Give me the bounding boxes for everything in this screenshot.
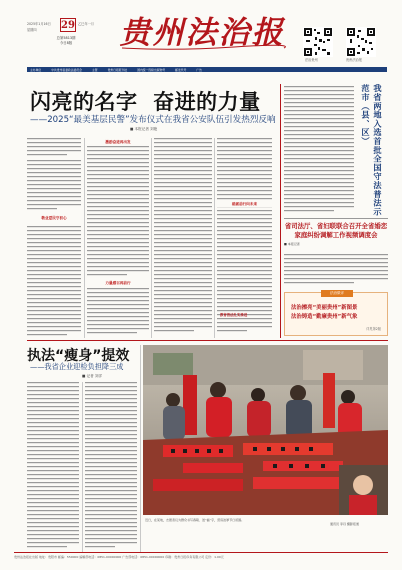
section-head: 砥砺前行向未来 xyxy=(217,202,272,207)
info-bar-item: 贵州日报报刊社 xyxy=(107,67,128,72)
column-divider xyxy=(151,138,152,338)
right-news-column xyxy=(284,84,354,216)
column-divider xyxy=(214,138,215,338)
page-count: 今日8版 xyxy=(59,41,73,45)
masthead-title-art xyxy=(114,8,290,52)
photo-caption xyxy=(145,518,325,522)
info-bar-item: 邮发代号 xyxy=(175,67,187,72)
section-rule xyxy=(27,340,388,341)
masthead-lunar: 乙巳年一月 xyxy=(78,22,94,26)
photo-credit: 通讯员 李丹 摄影报道 xyxy=(330,522,359,526)
svg-text:贵州法治报: 贵州法治报 xyxy=(119,15,285,51)
info-bar-item: 主办单位 xyxy=(30,67,42,72)
info-bar-item: 主管 xyxy=(91,67,98,72)
lower-subtitle: ——我省企业迎检负担降三成 xyxy=(30,362,124,371)
promo-line-1[interactable]: 法治擦亮“美丽贵州”新图景 xyxy=(291,305,358,311)
meeting-title: 省司法厅、省妇联联合召开全省婚恋家庭纠纷调解工作视频调度会 xyxy=(284,222,388,239)
masthead-title xyxy=(114,8,290,52)
issue-number: 总第5813期 xyxy=(56,36,76,40)
issue-info xyxy=(42,36,90,50)
info-bar-item: 国内统一连续出版物号 xyxy=(137,67,166,72)
main-column-3 xyxy=(154,138,212,338)
qr-label-1: 法治贵州 xyxy=(305,58,318,62)
meeting-story xyxy=(284,222,388,247)
main-subtitle: ——2025“最美基层民警”发布仪式在我省公安队伍引发热烈反响 xyxy=(30,115,276,125)
info-bar-item: 广告 xyxy=(196,67,202,72)
lower-column-1 xyxy=(27,382,79,552)
lower-column-2 xyxy=(85,382,137,552)
footer-rule xyxy=(14,552,388,553)
qr-block-2 xyxy=(346,27,376,57)
main-column-4 xyxy=(217,138,272,338)
mid-head: 教育普法扎实推进 xyxy=(220,313,248,317)
lower-title: 执法“瘦身”提效 xyxy=(27,348,130,364)
promo-box[interactable] xyxy=(284,292,388,336)
main-column-2-head-b xyxy=(87,279,149,288)
section-head: 力量感召再前行 xyxy=(105,281,131,285)
page-number: 29 xyxy=(61,19,75,31)
masthead-date: 2025年1月16日 xyxy=(27,22,51,26)
section-rule xyxy=(284,218,388,219)
main-column-2 xyxy=(87,146,149,338)
masthead xyxy=(0,0,402,66)
vertical-headline xyxy=(356,84,388,216)
lower-byline: ■ 记者 刘洋 xyxy=(82,374,103,378)
promo-more[interactable]: 详见第2版 xyxy=(366,327,381,331)
photo-caption-text: 近日，在某地，志愿者们为群众书写春联、送“福”字，营造浓厚节日氛围。 xyxy=(145,518,245,522)
column-divider xyxy=(82,382,83,552)
main-byline: ■ 本报记者 刘艳 xyxy=(130,127,158,131)
info-bar xyxy=(27,67,387,72)
qr-code-icon xyxy=(303,27,333,57)
footer-text: 贵州法治报社出版 地址：贵阳市 邮编：550000 编辑部电话：0851-00000000 广告部电话：0851-00000000 印刷：贵州日报印务有限公司 定价：1.00元 xyxy=(14,555,224,559)
vertical-headline-text: 我省两地入选首批全国守法普法示范市（县、区） xyxy=(361,84,383,216)
qr-label-2: 贵州法治报 xyxy=(346,58,362,62)
main-title: 闪亮的名字 奋进的力量 xyxy=(30,90,261,114)
main-headline xyxy=(30,86,280,116)
section-head: 敬业爱民守初心 xyxy=(41,216,67,220)
masthead-weekday: 星期四 xyxy=(27,28,37,32)
column-divider xyxy=(280,84,281,338)
column-divider xyxy=(140,345,141,552)
promo-line-2[interactable]: 法治铸造“勤廉贵州”新气象 xyxy=(291,314,358,320)
calligraphy-event-photo xyxy=(143,345,388,515)
column-divider xyxy=(84,138,85,338)
page-number-box xyxy=(60,18,76,32)
qr-code-icon xyxy=(346,27,376,57)
main-column-1-lines xyxy=(27,138,81,338)
info-bar-item: 中共贵州省委政法委员会 xyxy=(51,67,82,72)
meeting-text xyxy=(284,254,388,288)
promo-tag: 法治微评 xyxy=(321,290,353,297)
qr-block-1 xyxy=(303,27,333,57)
section-head: 激励奋进再出发 xyxy=(105,140,131,144)
news-photo xyxy=(143,345,388,515)
meeting-byline: ■ 本报记者 xyxy=(284,242,300,246)
main-column-4-head xyxy=(217,200,272,209)
